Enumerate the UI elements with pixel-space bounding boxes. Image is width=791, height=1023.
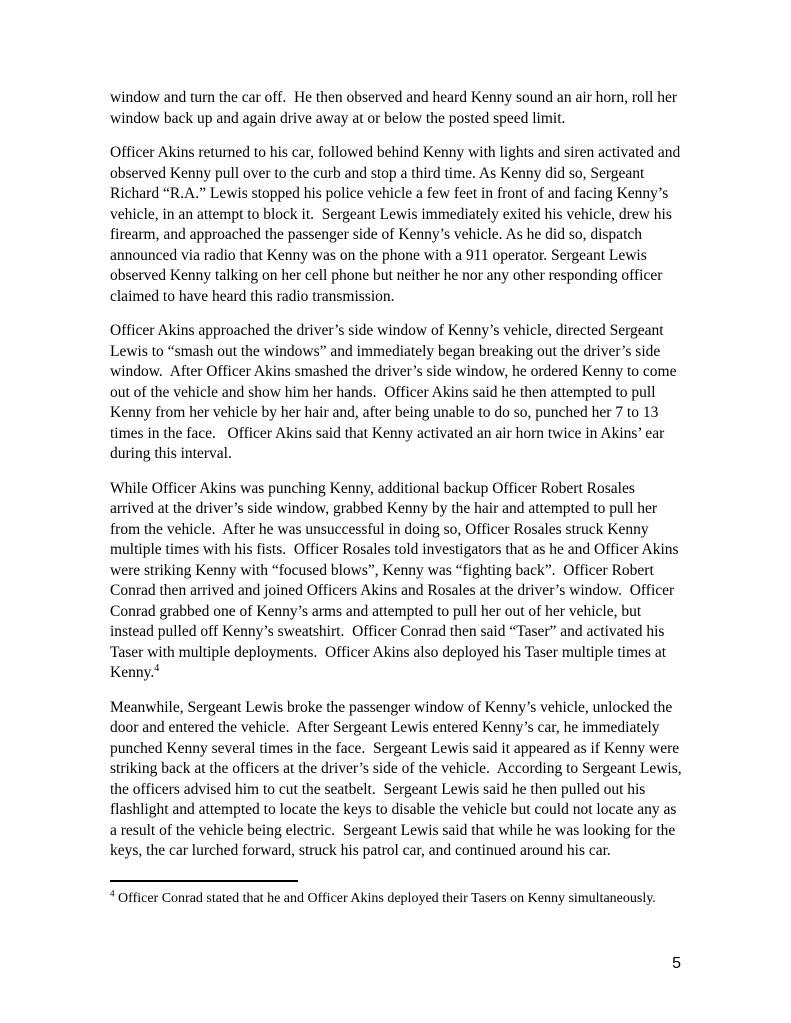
footnote-number: 4 [110,888,115,899]
footnote-reference-marker: 4 [154,662,160,674]
footnote-body: Officer Conrad stated that he and Officer Akins deployed their Tasers on Kenny simultaneously. [114,891,656,906]
page-number: 5 [672,955,681,972]
footnote-section [110,880,682,908]
footnote-separator-rule [110,880,298,882]
paragraph-4-text: While Officer Akins was punching Kenny, additional backup Officer Robert Rosales arrived at the driver’s side window, grabbed Kenny by the hair and attempted to pull her from the vehicle. After he was unsuccessful in doing so, Officer Rosales struck Kenny multiple times with his fists. Officer Rosales told investigators that as he and Officer Akins were striking Kenny with “focused blows”, Kenny was “fighting back”. Officer Robert Conrad then arrived and joined Officers Akins and Rosales at the driver’s window. Officer Conrad grabbed one of Kenny’s arms and attempted to pull her out of her vehicle, but instead pulled off Kenny’s sweatshirt. Officer Conrad then said “Taser” and activated his Taser with multiple deployments. Officer Akins also deployed his Taser multiple times at Kenny. [110,479,683,681]
paragraph-2: Officer Akins returned to his car, followed behind Kenny with lights and siren activated and observed Kenny pull over to the curb and stop a third time. As Kenny did so, Sergeant Richard “R.A.” Lewis stopped his police vehicle a few feet in front of and facing Kenny’s vehicle, in an attempt to block it. Sergeant Lewis immediately exited his vehicle, drew his firearm, and approached the passenger side of Kenny’s vehicle. As he did so, dispatch announced via radio that Kenny was on the phone with a 911 operator. Sergeant Lewis observed Kenny talking on her cell phone but neither he nor any other responding officer claimed to have heard this radio transmission. [110,144,685,305]
paragraph-3: Officer Akins approached the driver’s side window of Kenny’s vehicle, directed Sergeant Lewis to “smash out the windows” and immediately began breaking out the driver’s side window. After Officer Akins smashed the driver’s side window, he ordered Kenny to come out of the vehicle and show him her hands. Officer Akins said he then attempted to pull Kenny from her vehicle by her hair and, after being unable to do so, punched her 7 to 13 times in the face. Officer Akins said that Kenny activated an air horn twice in Akins’ ear during this interval. [110,322,681,462]
document-body [110,88,686,876]
paragraph-4 [110,479,682,684]
paragraph-5: Meanwhile, Sergeant Lewis broke the passenger window of Kenny’s vehicle, unlocked the door and entered the vehicle. After Sergeant Lewis entered Kenny’s car, he immediately punched Kenny several times in the face. Sergeant Lewis said it appeared as if Kenny were striking back at the officers at the driver’s side of the vehicle. According to Sergeant Lewis, the officers advised him to cut the seatbelt. Sergeant Lewis said he then pulled out his flashlight and attempted to locate the keys to disable the vehicle but could not locate any as a result of the vehicle being electric. Sergeant Lewis said that while he was looking for the keys, the car lurched forward, struck his patrol car, and continued around his car. [110,698,686,859]
paragraph-1: window and turn the car off. He then observed and heard Kenny sound an air horn, roll her window back up and again drive away at or below the posted speed limit. [110,89,681,127]
footnote-text [110,889,682,908]
